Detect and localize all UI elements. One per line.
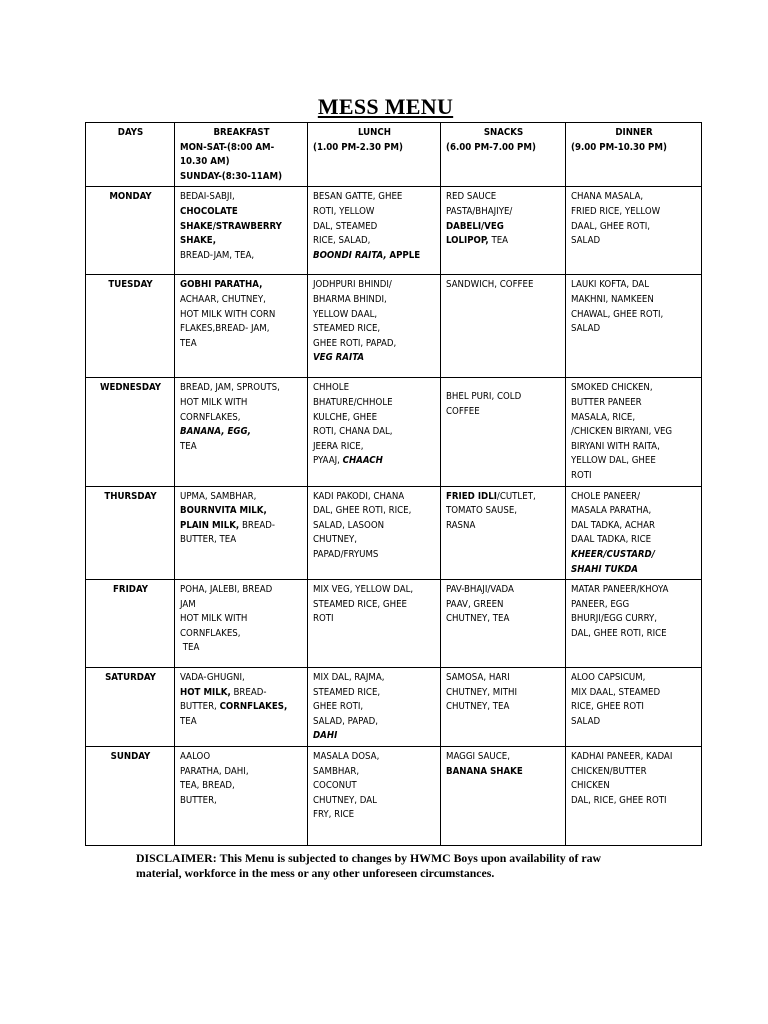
day-cell: SATURDAY	[86, 668, 175, 747]
day-cell: FRIDAY	[86, 580, 175, 668]
disclaimer-lead: DISCLAIMER:	[136, 851, 217, 865]
day-cell: MONDAY	[86, 187, 175, 275]
breakfast-cell: AALOO PARATHA, DAHI, TEA, BREAD, BUTTER,	[175, 747, 308, 846]
lunch-cell: BESAN GATTE, GHEE ROTI, YELLOW DAL, STEAMED RICE, SALAD, BOONDI RAITA, APPLE	[308, 187, 441, 275]
table-row	[86, 187, 702, 275]
header-days: DAYS	[86, 123, 175, 187]
breakfast-cell: UPMA, SAMBHAR, BOURNVITA MILK, PLAIN MILK, BREAD- BUTTER, TEA	[175, 486, 308, 580]
disclaimer	[136, 851, 646, 881]
lunch-cell: JODHPURI BHINDI/ BHARMA BHINDI, YELLOW DAAL, STEAMED RICE, GHEE ROTI, PAPAD, VEG RAITA	[308, 275, 441, 378]
breakfast-cell: GOBHI PARATHA, ACHAAR, CHUTNEY, HOT MILK WITH CORN FLAKES,BREAD- JAM, TEA	[175, 275, 308, 378]
snacks-cell: RED SAUCE PASTA/BHAJIYE/ DABELI/VEG LOLIPOP, TEA	[441, 187, 566, 275]
snacks-cell: BHEL PURI, COLD COFFEE	[441, 378, 566, 486]
lunch-cell: MASALA DOSA, SAMBHAR, COCONUT CHUTNEY, DAL FRY, RICE	[308, 747, 441, 846]
breakfast-cell: BREAD, JAM, SPROUTS, HOT MILK WITH CORNFLAKES, BANANA, EGG, TEA	[175, 378, 308, 486]
day-cell: TUESDAY	[86, 275, 175, 378]
table-row	[86, 486, 702, 580]
dinner-cell: LAUKI KOFTA, DAL MAKHNI, NAMKEEN CHAWAL, GHEE ROTI, SALAD	[566, 275, 702, 378]
snacks-cell: FRIED IDLI/CUTLET, TOMATO SAUSE, RASNA	[441, 486, 566, 580]
lunch-cell: MIX VEG, YELLOW DAL, STEAMED RICE, GHEE ROTI	[308, 580, 441, 668]
snacks-cell: SANDWICH, COFFEE	[441, 275, 566, 378]
dinner-cell: MATAR PANEER/KHOYA PANEER, EGG BHURJI/EGG CURRY, DAL, GHEE ROTI, RICE	[566, 580, 702, 668]
dinner-cell: SMOKED CHICKEN, BUTTER PANEER MASALA, RICE, /CHICKEN BIRYANI, VEG BIRYANI WITH RAITA, YELLOW DAL, GHEE ROTI	[566, 378, 702, 486]
breakfast-cell: POHA, JALEBI, BREAD JAM HOT MILK WITH CORNFLAKES, TEA	[175, 580, 308, 668]
dinner-cell: ALOO CAPSICUM, MIX DAAL, STEAMED RICE, GHEE ROTI SALAD	[566, 668, 702, 747]
day-cell: THURSDAY	[86, 486, 175, 580]
snacks-cell: MAGGI SAUCE, BANANA SHAKE	[441, 747, 566, 846]
header-breakfast: BREAKFAST MON-SAT-(8:00 AM- 10.30 AM) SUNDAY-(8:30-11AM)	[175, 123, 308, 187]
lunch-cell: CHHOLE BHATURE/CHHOLE KULCHE, GHEE ROTI, CHANA DAL, JEERA RICE, PYAAJ, CHAACH	[308, 378, 441, 486]
header-lunch: LUNCH (1.00 PM-2.30 PM)	[308, 123, 441, 187]
table-row	[86, 580, 702, 668]
table-row	[86, 378, 702, 486]
header-row	[86, 123, 702, 187]
lunch-cell: KADI PAKODI, CHANA DAL, GHEE ROTI, RICE, SALAD, LASOON CHUTNEY, PAPAD/FRYUMS	[308, 486, 441, 580]
snacks-cell: PAV-BHAJI/VADA PAAV, GREEN CHUTNEY, TEA	[441, 580, 566, 668]
page-title: MESS MENU	[317, 94, 454, 119]
mess-menu-table	[85, 122, 702, 846]
dinner-cell: CHANA MASALA, FRIED RICE, YELLOW DAAL, GHEE ROTI, SALAD	[566, 187, 702, 275]
dinner-cell: CHOLE PANEER/ MASALA PARATHA, DAL TADKA, ACHAR DAAL TADKA, RICE KHEER/CUSTARD/ SHAHI TUKDA	[566, 486, 702, 580]
disclaimer-line-1: This Menu is subjected to changes by HWMC Boys upon availability of raw	[219, 851, 602, 865]
table-row	[86, 275, 702, 378]
header-snacks: SNACKS (6.00 PM-7.00 PM)	[441, 123, 566, 187]
header-dinner: DINNER (9.00 PM-10.30 PM)	[566, 123, 702, 187]
lunch-cell: MIX DAL, RAJMA, STEAMED RICE, GHEE ROTI, SALAD, PAPAD, DAHI	[308, 668, 441, 747]
breakfast-cell: BEDAI-SABJI, CHOCOLATE SHAKE/STRAWBERRY SHAKE, BREAD-JAM, TEA,	[175, 187, 308, 275]
dinner-cell: KADHAI PANEER, KADAI CHICKEN/BUTTER CHICKEN DAL, RICE, GHEE ROTI	[566, 747, 702, 846]
disclaimer-line-2: material, workforce in the mess or any other unforeseen circumstances.	[136, 866, 495, 880]
breakfast-cell: VADA-GHUGNI, HOT MILK, BREAD- BUTTER, CORNFLAKES, TEA	[175, 668, 308, 747]
table-row	[86, 668, 702, 747]
day-cell: WEDNESDAY	[86, 378, 175, 486]
day-cell: SUNDAY	[86, 747, 175, 846]
snacks-cell: SAMOSA, HARI CHUTNEY, MITHI CHUTNEY, TEA	[441, 668, 566, 747]
table-row	[86, 747, 702, 846]
